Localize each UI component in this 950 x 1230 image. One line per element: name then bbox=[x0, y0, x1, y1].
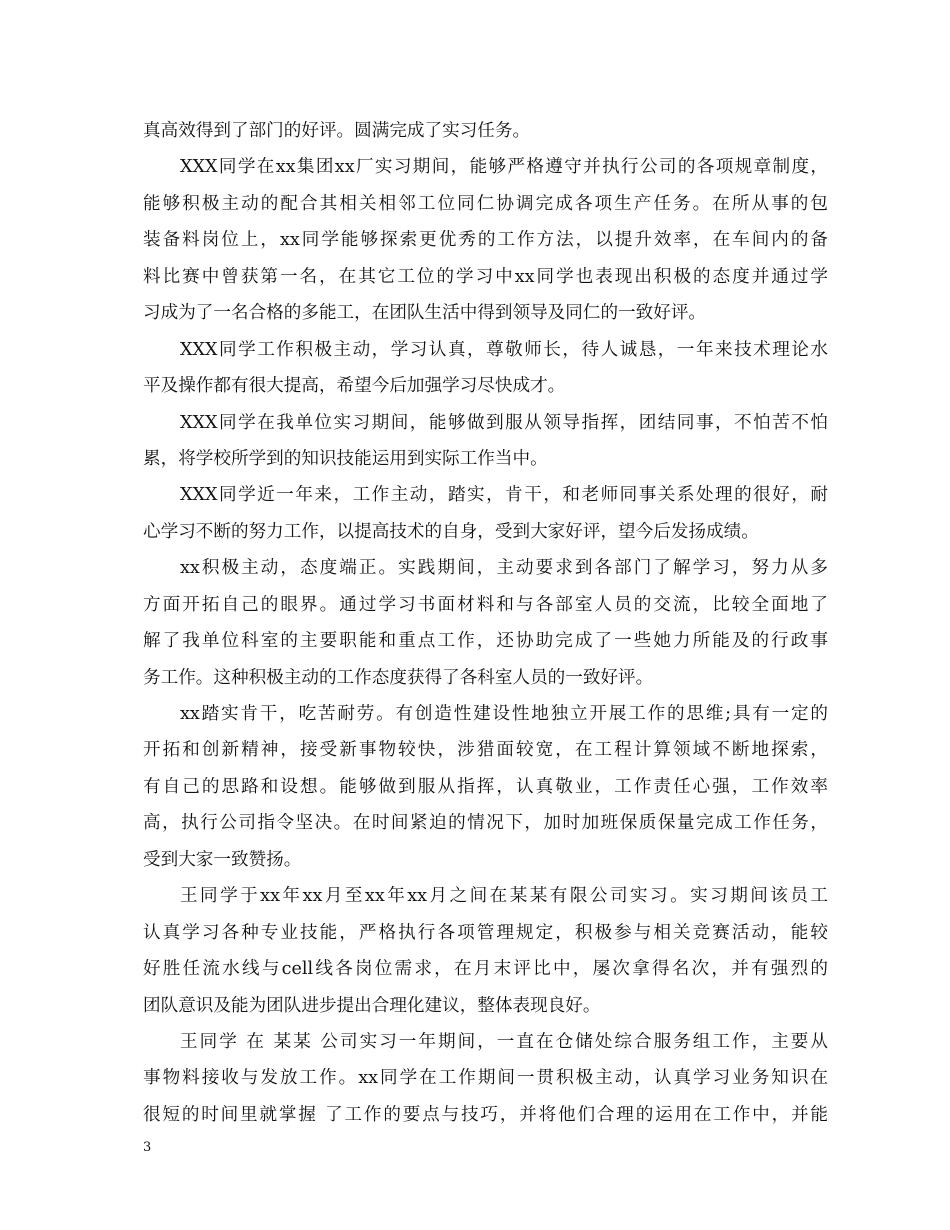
text-line: 料比赛中曾获第一名，在其它工位的学习中xx同学也表现出积极的态度并通过学 bbox=[143, 266, 828, 287]
text-line: 好胜任流水线与cell线各岗位需求，在月末评比中，屡次拿得名次，并有强烈的 bbox=[143, 959, 828, 980]
body-text bbox=[143, 113, 828, 1133]
text-line: 装备料岗位上，xx同学能够探索更优秀的工作方法，以提升效率，在车间内的备 bbox=[143, 230, 828, 251]
text-line: 王同学 在 某某 公司实习一年期间，一直在仓储处综合服务组工作，主要从 bbox=[180, 1031, 828, 1052]
text-line: 务工作。这种积极主动的工作态度获得了各科室人员的一致好评。 bbox=[143, 667, 654, 688]
text-line: XXX同学在我单位实习期间，能够做到服从领导指挥，团结同事，不怕苦不怕 bbox=[180, 412, 828, 433]
text-line: xx积极主动，态度端正。实践期间，主动要求到各部门了解学习，努力从多 bbox=[180, 558, 828, 579]
text-line: 王同学于xx年xx月至xx年xx月之间在某某有限公司实习。实习期间该员工 bbox=[180, 886, 828, 907]
text-line: 累，将学校所学到的知识技能运用到实际工作当中。 bbox=[143, 448, 548, 469]
text-line: 解了我单位科室的主要职能和重点工作，还协助完成了一些她力所能及的行政事 bbox=[143, 631, 828, 652]
text-line: 方面开拓自己的眼界。通过学习书面材料和与各部室人员的交流，比较全面地了 bbox=[143, 594, 828, 615]
text-line: 事物料接收与发放工作。xx同学在工作期间一贯积极主动，认真学习业务知识在 bbox=[143, 1068, 828, 1089]
text-line: 高，执行公司指令坚决。在时间紧迫的情况下，加时加班保质保量完成工作任务， bbox=[143, 813, 828, 834]
text-line: XXX同学在xx集团xx厂实习期间，能够严格遵守并执行公司的各项规章制度， bbox=[180, 157, 828, 178]
text-line: 有自己的思路和设想。能够做到服从指挥，认真敬业，工作责任心强，工作效率 bbox=[143, 776, 828, 797]
page-number: 3 bbox=[143, 1140, 152, 1155]
text-line: 心学习不断的努力工作，以提高技术的自身，受到大家好评，望今后发扬成绩。 bbox=[143, 521, 759, 542]
text-line: 认真学习各种专业技能，严格执行各项管理规定，积极参与相关竞赛活动，能较 bbox=[143, 922, 828, 943]
text-line: 平及操作都有很大提高，希望今后加强学习尽快成才。 bbox=[143, 376, 566, 397]
text-line: 很短的时间里就掌握 了工作的要点与技巧，并将他们合理的运用在工作中，并能 bbox=[143, 1104, 828, 1125]
text-line: xx踏实肯干，吃苦耐劳。有创造性建设性地独立开展工作的思维;具有一定的 bbox=[180, 704, 828, 724]
text-line: 受到大家一致赞扬。 bbox=[143, 849, 302, 870]
text-line: 团队意识及能为团队进步提出合理化建议，整体表现良好。 bbox=[143, 995, 601, 1016]
text-line: 习成为了一名合格的多能工，在团队生活中得到领导及同仁的一致好评。 bbox=[143, 303, 707, 324]
text-line: XXX同学工作积极主动，学习认真，尊敬师长，待人诚恳，一年来技术理论水 bbox=[180, 339, 828, 360]
text-line: 开拓和创新精神，接受新事物较快，涉猎面较宽，在工程计算领域不断地探索， bbox=[143, 740, 828, 761]
text-line: 真高效得到了部门的好评。圆满完成了实习任务。 bbox=[143, 121, 531, 141]
text-line: XXX同学近一年来，工作主动，踏实，肯干，和老师同事关系处理的很好，耐 bbox=[180, 485, 828, 506]
text-line: 能够积极主动的配合其相关相邻工位同仁协调完成各项生产任务。在所从事的包 bbox=[143, 193, 828, 214]
